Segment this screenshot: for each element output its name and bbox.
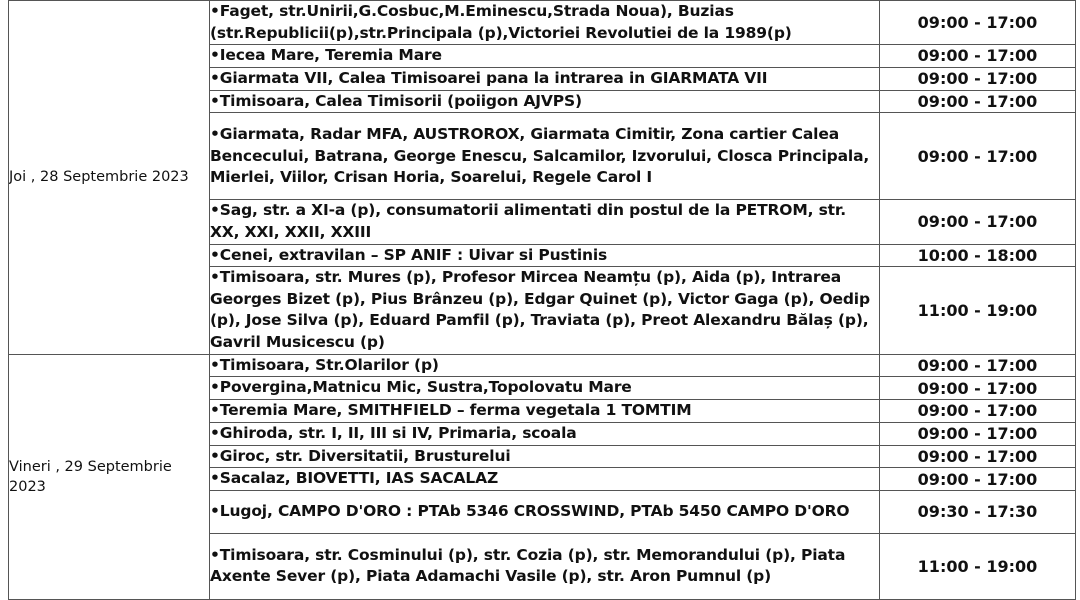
time-interval-cell: 11:00 - 19:00 (880, 267, 1076, 354)
time-interval-cell: 09:00 - 17:00 (880, 1, 1076, 45)
locations-cell: •Faget, str.Unirii,G.Cosbuc,M.Eminescu,Strada Noua), Buzias (str.Republicii(p),str.Principala (p),Victoriei Revolutiei de la 1989(p) (210, 1, 880, 45)
time-interval-cell: 09:00 - 17:00 (880, 400, 1076, 423)
locations-cell: •Sacalaz, BIOVETTI, IAS SACALAZ (210, 468, 880, 491)
time-interval-cell: 09:00 - 17:00 (880, 67, 1076, 90)
table-row (9, 1, 1076, 45)
time-interval-cell: 09:00 - 17:00 (880, 422, 1076, 445)
locations-cell: •Giroc, str. Diversitatii, Brusturelui (210, 445, 880, 468)
schedule-body (9, 1, 1076, 600)
time-interval-cell: 09:30 - 17:30 (880, 490, 1076, 533)
time-interval-cell: 11:00 - 19:00 (880, 533, 1076, 599)
locations-cell: •Iecea Mare, Teremia Mare (210, 45, 880, 68)
time-interval-cell: 09:00 - 17:00 (880, 445, 1076, 468)
locations-cell: •Ghiroda, str. I, II, III si IV, Primaria, scoala (210, 422, 880, 445)
time-interval-cell: 10:00 - 18:00 (880, 244, 1076, 267)
locations-cell: •Giarmata, Radar MFA, AUSTROROX, Giarmata Cimitir, Zona cartier Calea Bencecului, Batrana, George Enescu, Salcamilor, Izvorului, Closca Principala, Mierlei, Viilor, Crisan Horia, Soarelui, Regele Carol I (210, 113, 880, 200)
time-interval-cell: 09:00 - 17:00 (880, 200, 1076, 244)
locations-cell: •Timisoara, str. Mures (p), Profesor Mircea Neamțu (p), Aida (p), Intrarea Georges Bizet (p), Pius Brânzeu (p), Edgar Quinet (p), Victor Gaga (p), Oedip (p), Jose Silva (p), Eduard Pamfil (p), Traviata (p), Preot Alexandru Bălaș (p), Gavril Musicescu (p) (210, 267, 880, 354)
outage-schedule-table (8, 0, 1076, 600)
time-interval-cell: 09:00 - 17:00 (880, 354, 1076, 377)
locations-cell: •Timisoara, Str.Olarilor (p) (210, 354, 880, 377)
time-interval-cell: 09:00 - 17:00 (880, 45, 1076, 68)
locations-cell: •Lugoj, CAMPO D'ORO : PTAb 5346 CROSSWIND, PTAb 5450 CAMPO D'ORO (210, 490, 880, 533)
table-row (9, 354, 1076, 377)
time-interval-cell: 09:00 - 17:00 (880, 90, 1076, 113)
day-date-cell: Vineri , 29 Septembrie 2023 (9, 354, 210, 599)
time-interval-cell: 09:00 - 17:00 (880, 377, 1076, 400)
locations-cell: •Teremia Mare, SMITHFIELD – ferma vegetala 1 TOMTIM (210, 400, 880, 423)
locations-cell: •Timisoara, str. Cosminului (p), str. Cozia (p), str. Memorandului (p), Piata Axente Sever (p), Piata Adamachi Vasile (p), str. Aron Pumnul (p) (210, 533, 880, 599)
day-date-cell: Joi , 28 Septembrie 2023 (9, 1, 210, 355)
time-interval-cell: 09:00 - 17:00 (880, 113, 1076, 200)
locations-cell: •Giarmata VII, Calea Timisoarei pana la intrarea in GIARMATA VII (210, 67, 880, 90)
locations-cell: •Cenei, extravilan – SP ANIF : Uivar si Pustinis (210, 244, 880, 267)
locations-cell: •Povergina,Matnicu Mic, Sustra,Topolovatu Mare (210, 377, 880, 400)
locations-cell: •Timisoara, Calea Timisorii (poiigon AJVPS) (210, 90, 880, 113)
time-interval-cell: 09:00 - 17:00 (880, 468, 1076, 491)
locations-cell: •Sag, str. a XI-a (p), consumatorii alimentati din postul de la PETROM, str. XX, XXI, XXII, XXIII (210, 200, 880, 244)
